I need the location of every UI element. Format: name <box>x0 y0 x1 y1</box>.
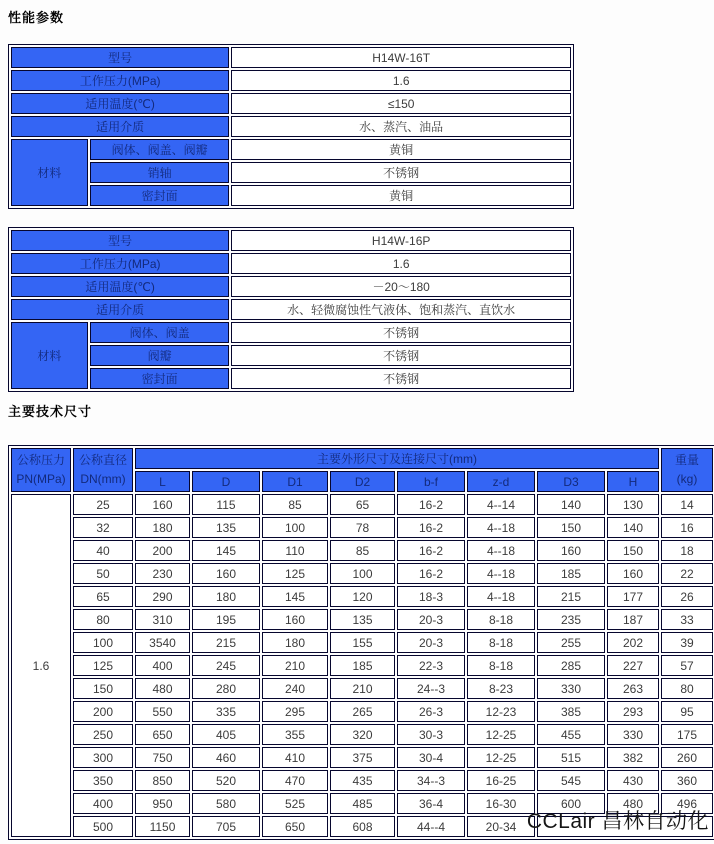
dn-cell: 500 <box>73 816 133 837</box>
spec-value: 1.6 <box>231 253 571 274</box>
dim-cell: 485 <box>330 793 395 814</box>
spec-label: 适用介质 <box>11 116 229 137</box>
dim-cell: 375 <box>330 747 395 768</box>
dim-cell: 16-2 <box>397 517 465 538</box>
spec-row <box>11 322 571 343</box>
dn-cell: 400 <box>73 793 133 814</box>
dim-cell: 150 <box>537 517 605 538</box>
dim-cell: 85 <box>330 540 395 561</box>
dim-cell: 16-25 <box>467 770 535 791</box>
dim-cell: 145 <box>192 540 260 561</box>
header-dims-group: 主要外形尺寸及连接尺寸(mm) <box>135 448 659 469</box>
spec-row <box>11 70 571 91</box>
dim-cell: 4--18 <box>467 586 535 607</box>
dim-cell: 80 <box>661 678 713 699</box>
dim-cell: 515 <box>537 747 605 768</box>
dim-cell: 95 <box>661 701 713 722</box>
spec-table-h14w-16t <box>8 44 574 209</box>
dim-cell: 330 <box>607 724 659 745</box>
dim-cell: 145 <box>262 586 328 607</box>
dim-cell: 295 <box>262 701 328 722</box>
spec-value: 水、蒸汽、油品 <box>231 116 571 137</box>
dim-cell: 240 <box>262 678 328 699</box>
spec-value: －20～180 <box>231 276 571 297</box>
spec-value: 水、轻微腐蚀性气液体、饱和蒸汽、直饮水 <box>231 299 571 320</box>
header-pn-line1: 公称压力 <box>16 453 65 467</box>
dim-cell: 177 <box>607 586 659 607</box>
dim-cell: 8-23 <box>467 678 535 699</box>
dim-cell: 1150 <box>135 816 190 837</box>
dim-cell: 525 <box>262 793 328 814</box>
dim-cell: 265 <box>330 701 395 722</box>
dim-cell: 360 <box>661 770 713 791</box>
dim-cell: 185 <box>537 563 605 584</box>
spec-row <box>11 116 571 137</box>
dim-cell: 293 <box>607 701 659 722</box>
dim-cell: 12-23 <box>467 701 535 722</box>
dn-cell: 32 <box>73 517 133 538</box>
dim-cell: 4--18 <box>467 563 535 584</box>
dim-cell: 545 <box>537 770 605 791</box>
dim-cell: 12-25 <box>467 724 535 745</box>
spec-row <box>11 139 571 160</box>
dim-cell: 355 <box>262 724 328 745</box>
dim-cell: 160 <box>135 494 190 515</box>
dim-cell: 36-4 <box>397 793 465 814</box>
dimension-table-row <box>11 724 713 745</box>
dim-cell: 160 <box>262 609 328 630</box>
dn-cell: 80 <box>73 609 133 630</box>
dim-cell: 215 <box>537 586 605 607</box>
spec-value: ≤150 <box>231 93 571 114</box>
dimension-table-row <box>11 678 713 699</box>
dim-cell: 330 <box>537 678 605 699</box>
spec-row <box>11 185 571 206</box>
spec-value: 不锈钢 <box>231 162 571 183</box>
header-dim-col: b-f <box>397 471 465 492</box>
dim-cell: 4--14 <box>467 494 535 515</box>
header-dim-col: D <box>192 471 260 492</box>
dimension-table-row <box>11 517 713 538</box>
dim-cell: 30-3 <box>397 724 465 745</box>
dimension-table-row <box>11 609 713 630</box>
dimension-table-row <box>11 655 713 676</box>
dimension-table-row <box>11 563 713 584</box>
dim-cell: 160 <box>537 540 605 561</box>
dim-cell: 57 <box>661 655 713 676</box>
dim-cell: 26-3 <box>397 701 465 722</box>
spec-label: 型号 <box>11 230 229 251</box>
spec-label: 适用温度(℃) <box>11 276 229 297</box>
spec-value: 1.6 <box>231 70 571 91</box>
dimension-table <box>8 445 714 840</box>
spec-label: 工作压力(MPa) <box>11 253 229 274</box>
dim-cell: 750 <box>135 747 190 768</box>
dim-cell: 16-2 <box>397 563 465 584</box>
dim-cell: 16-2 <box>397 494 465 515</box>
dim-cell: 8-18 <box>467 655 535 676</box>
dim-cell: 65 <box>330 494 395 515</box>
watermark: CCLair 昌林自动化 <box>526 810 709 833</box>
dn-cell: 125 <box>73 655 133 676</box>
dim-cell: 200 <box>135 540 190 561</box>
dim-cell: 600 <box>537 793 605 814</box>
dimension-table-row <box>11 540 713 561</box>
dim-cell: 430 <box>607 770 659 791</box>
spec-label: 工作压力(MPa) <box>11 70 229 91</box>
dim-cell: 460 <box>192 747 260 768</box>
spec-row <box>11 299 571 320</box>
spec-row <box>11 345 571 366</box>
dim-cell: 550 <box>135 701 190 722</box>
spec-label: 阀瓣 <box>90 345 230 366</box>
dim-cell: 140 <box>537 494 605 515</box>
spec-value: 不锈钢 <box>231 345 571 366</box>
dim-cell: 110 <box>262 540 328 561</box>
dim-cell: 39 <box>661 632 713 653</box>
spec-row <box>11 276 571 297</box>
dim-cell: 20-3 <box>397 609 465 630</box>
spec-value: 不锈钢 <box>231 322 571 343</box>
spec-label: 阀体、阀盖 <box>90 322 230 343</box>
dim-cell: 480 <box>135 678 190 699</box>
section-title-dimensions: 主要技术尺寸 <box>8 404 93 419</box>
dim-cell: 160 <box>192 563 260 584</box>
dim-cell: 385 <box>537 701 605 722</box>
dim-cell: 480 <box>607 793 659 814</box>
dn-cell: 65 <box>73 586 133 607</box>
dim-cell: 100 <box>262 517 328 538</box>
dim-cell: 455 <box>537 724 605 745</box>
dim-cell: 4--18 <box>467 540 535 561</box>
dim-cell: 155 <box>330 632 395 653</box>
spec-row <box>11 253 571 274</box>
header-dim-col: H <box>607 471 659 492</box>
dim-cell: 140 <box>607 517 659 538</box>
spec-value: H14W-16P <box>231 230 571 251</box>
dim-cell: 260 <box>661 747 713 768</box>
dim-cell: 850 <box>135 770 190 791</box>
dim-cell: 187 <box>607 609 659 630</box>
header-dim-col: D1 <box>262 471 328 492</box>
spec-row <box>11 162 571 183</box>
dim-cell: 470 <box>262 770 328 791</box>
dim-cell: 230 <box>135 563 190 584</box>
dim-cell: 8-18 <box>467 609 535 630</box>
dim-cell: 180 <box>262 632 328 653</box>
dimension-table-row <box>11 586 713 607</box>
material-label: 材料 <box>11 322 88 389</box>
dn-cell: 350 <box>73 770 133 791</box>
dim-cell: 280 <box>192 678 260 699</box>
header-weight <box>661 448 713 492</box>
dim-cell: 255 <box>537 632 605 653</box>
dn-cell: 50 <box>73 563 133 584</box>
header-dim-col: D3 <box>537 471 605 492</box>
dim-cell: 400 <box>135 655 190 676</box>
dim-cell: 227 <box>607 655 659 676</box>
dim-cell: 20-34 <box>467 816 535 837</box>
spec-label: 阀体、阀盖、阀瓣 <box>90 139 230 160</box>
dim-cell: 290 <box>135 586 190 607</box>
dn-cell: 300 <box>73 747 133 768</box>
dim-cell: 24--3 <box>397 678 465 699</box>
dim-cell: 33 <box>661 609 713 630</box>
spec-row <box>11 368 571 389</box>
dim-cell: 22 <box>661 563 713 584</box>
dim-cell: 382 <box>607 747 659 768</box>
header-dim-col: z-d <box>467 471 535 492</box>
dim-cell: 405 <box>192 724 260 745</box>
dimension-table-row <box>11 770 713 791</box>
dim-cell: 3540 <box>135 632 190 653</box>
dim-cell: 245 <box>192 655 260 676</box>
dim-cell: 950 <box>135 793 190 814</box>
dim-cell: 705 <box>192 816 260 837</box>
spec-row <box>11 93 571 114</box>
dim-cell: 12-25 <box>467 747 535 768</box>
spec-label: 密封面 <box>90 185 230 206</box>
spec-value: 黄铜 <box>231 185 571 206</box>
dim-cell: 16-2 <box>397 540 465 561</box>
dn-cell: 40 <box>73 540 133 561</box>
header-pn-line2: PN(MPa) <box>16 472 66 486</box>
dim-cell: 85 <box>262 494 328 515</box>
dim-cell: 650 <box>135 724 190 745</box>
header-dim-col: L <box>135 471 190 492</box>
dim-cell: 496 <box>661 793 713 814</box>
dim-cell: 4--18 <box>467 517 535 538</box>
dim-cell: 8-18 <box>467 632 535 653</box>
dim-cell: 135 <box>192 517 260 538</box>
dn-cell: 250 <box>73 724 133 745</box>
header-dn-line1: 公称直径 <box>78 453 127 467</box>
dim-cell: 320 <box>330 724 395 745</box>
dim-cell: 16 <box>661 517 713 538</box>
dim-cell: 310 <box>135 609 190 630</box>
dim-cell: 135 <box>330 609 395 630</box>
dim-cell: 215 <box>192 632 260 653</box>
dim-cell: 18-3 <box>397 586 465 607</box>
dimension-table-row <box>11 494 713 515</box>
dim-cell: 30-4 <box>397 747 465 768</box>
dimension-table-body <box>11 448 713 837</box>
spec-value: 不锈钢 <box>231 368 571 389</box>
dn-cell: 150 <box>73 678 133 699</box>
dim-cell: 235 <box>537 609 605 630</box>
material-label: 材料 <box>11 139 88 206</box>
dim-cell: 263 <box>607 678 659 699</box>
spec-label: 密封面 <box>90 368 230 389</box>
dim-cell: 120 <box>330 586 395 607</box>
dim-cell: 435 <box>330 770 395 791</box>
dim-cell: 115 <box>192 494 260 515</box>
dn-cell: 100 <box>73 632 133 653</box>
dim-cell: 520 <box>192 770 260 791</box>
dim-cell: 202 <box>607 632 659 653</box>
dimension-table-row <box>11 701 713 722</box>
header-weight-line2: (kg) <box>676 472 698 486</box>
dim-cell: 210 <box>262 655 328 676</box>
dim-cell: 26 <box>661 586 713 607</box>
dim-cell: 22-3 <box>397 655 465 676</box>
dim-cell: 44--4 <box>397 816 465 837</box>
dim-cell: 580 <box>192 793 260 814</box>
dim-cell: 650 <box>262 816 328 837</box>
header-dim-col: D2 <box>330 471 395 492</box>
dim-cell: 210 <box>330 678 395 699</box>
dn-cell: 25 <box>73 494 133 515</box>
dim-cell: 16-30 <box>467 793 535 814</box>
pn-value-cell: 1.6 <box>11 494 71 837</box>
header-weight-line1: 重量 <box>674 453 699 467</box>
dim-cell: 78 <box>330 517 395 538</box>
dim-cell: 100 <box>330 563 395 584</box>
dim-cell: 180 <box>192 586 260 607</box>
dim-cell: 335 <box>192 701 260 722</box>
dim-cell: 14 <box>661 494 713 515</box>
spec-label: 适用介质 <box>11 299 229 320</box>
spec-row <box>11 230 571 251</box>
spec-table-h14w-16p <box>8 227 574 392</box>
dim-cell: 608 <box>330 816 395 837</box>
dim-cell: 20-3 <box>397 632 465 653</box>
dim-cell: 195 <box>192 609 260 630</box>
dim-cell: 18 <box>661 540 713 561</box>
header-pn <box>11 448 71 492</box>
spec-value: 黄铜 <box>231 139 571 160</box>
dim-cell: 175 <box>661 724 713 745</box>
section-title-performance: 性能参数 <box>8 10 65 25</box>
dim-cell: 130 <box>607 494 659 515</box>
dimension-table-row <box>11 747 713 768</box>
spec-row <box>11 47 571 68</box>
dim-cell: 150 <box>607 540 659 561</box>
dn-cell: 200 <box>73 701 133 722</box>
dim-cell: 34--3 <box>397 770 465 791</box>
dim-cell: 180 <box>135 517 190 538</box>
dimension-table-row <box>11 632 713 653</box>
dim-cell: 160 <box>607 563 659 584</box>
dim-cell: 125 <box>262 563 328 584</box>
dim-cell: 185 <box>330 655 395 676</box>
dim-cell: 410 <box>262 747 328 768</box>
dim-cell: 285 <box>537 655 605 676</box>
dimension-header-row-1 <box>11 448 713 469</box>
spec-label: 销轴 <box>90 162 230 183</box>
spec-label: 型号 <box>11 47 229 68</box>
spec-value: H14W-16T <box>231 47 571 68</box>
spec-label: 适用温度(℃) <box>11 93 229 114</box>
header-dn-line2: DN(mm) <box>80 472 126 486</box>
header-dn <box>73 448 133 492</box>
